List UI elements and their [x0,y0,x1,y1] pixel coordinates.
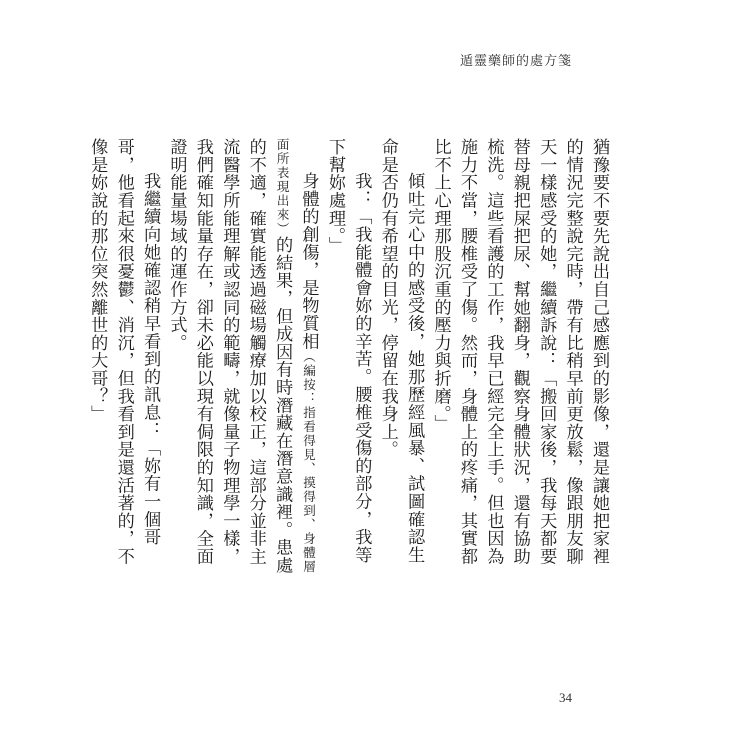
vertical-text-body [87,138,612,578]
paragraph-4-text-after: 的結果，但成因有時潛藏在潛意識裡。患處的不適，確實能透過磁場觸療加以校正，這部分並非主流醫學所能理解或認同的範疇，就像量子物理學一樣，我們確知能量存在，卻未必能以現有侷限的知識，全面證明能量場域的運作方式。 [166,138,293,575]
paragraph-1: 猶豫要不要先說出自己感應到的影像，還是讓她把家裡的情況完整說完時，帶有比稍早前更放鬆，像跟朋友聊天一樣感受的她，繼續訴說：「搬回家後，我每天都要替母親把屎把尿、幫她翻身，觀察身體狀況，還有協助梳洗。這些看護的工作，我早已經完全上手。但也因為施力不當，腰椎受了傷。然而，身體上的疼痛，其實都比不上心理那股沉重的壓力與折磨。」 [430,138,609,566]
paragraph-5: 我繼續向她確認稍早看到的訊息：「妳有一個哥哥，他看起來很憂鬱、消沉，但我看到是還活著的，不像是妳說的那位突然離世的大哥？」 [87,138,161,566]
page-number: 34 [559,690,572,705]
paragraph-4-text-before: 身體的創傷，是物質相 [298,172,319,351]
paragraph-4 [163,138,321,578]
editor-note: （編按：指看得見、摸得到、身體層面所表現出來） [275,138,317,575]
paragraph-2: 傾吐完心中的感受後，她那歷經風暴、試圖確認生命是否仍有希望的目光，停留在我身上。 [377,138,425,564]
running-header-book-title: 遁靈藥師的處方箋 [459,54,572,69]
paragraph-3: 我：「我能體會妳的辛苦。腰椎受傷的部分，我等下幫妳處理。」 [324,138,372,564]
